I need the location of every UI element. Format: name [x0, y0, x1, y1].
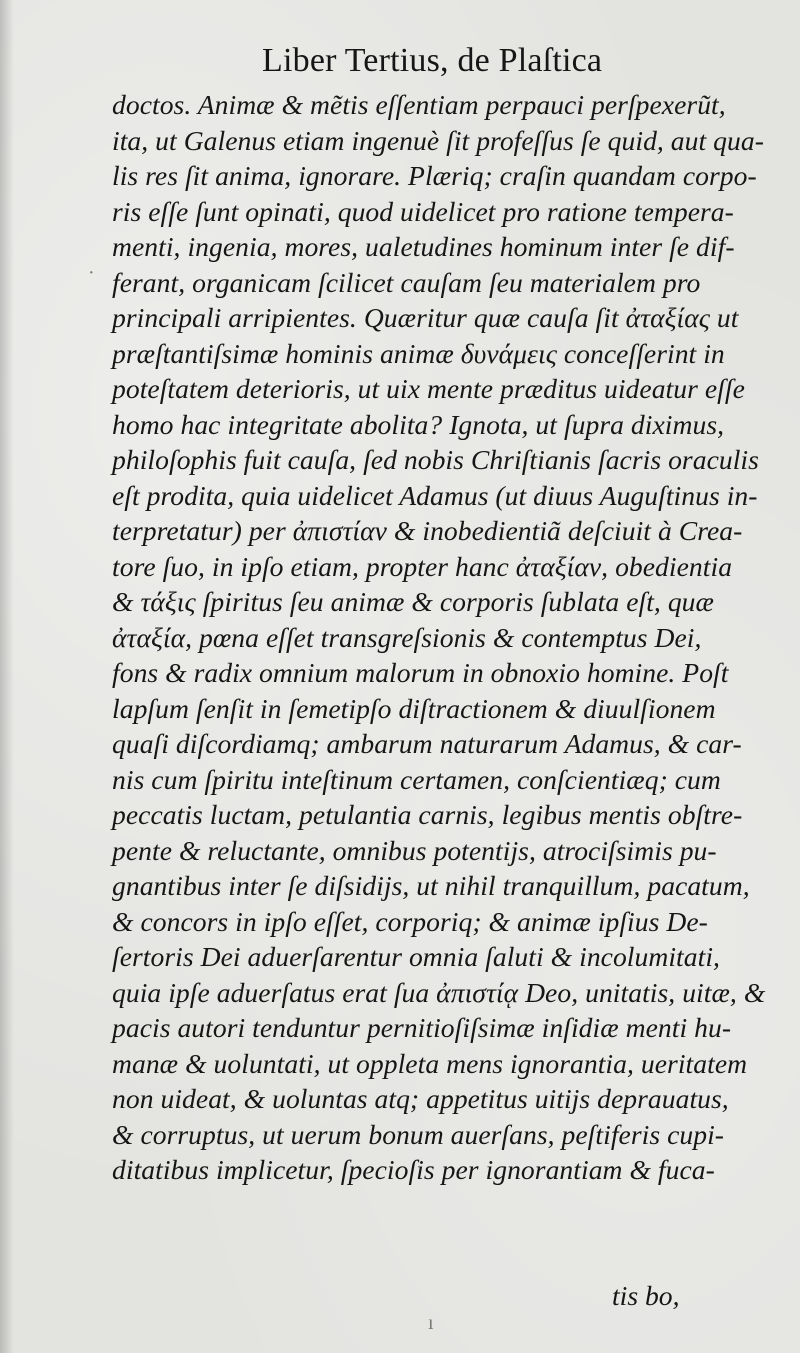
- running-head: Liber Tertius, de Plaſtica: [262, 42, 603, 79]
- text-line: quaſi diſcordiamq; ambarum naturarum Adamus, & car-: [112, 728, 742, 759]
- text-line: ditatibus implicetur, ſpecioſis per ignorantiam & fuca-: [112, 1154, 715, 1185]
- text-line: doctos. Animæ & mẽtis eſſentiam perpauci perſpexerũt,: [112, 89, 726, 120]
- text-line: manæ & uoluntati, ut oppleta mens ignorantia, ueritatem: [112, 1047, 748, 1079]
- text-line: fons & radix omnium malorum in obnoxio homine. Poſt: [112, 657, 729, 688]
- text-line: homo hac integritate abolita? Ignota, ut ſupra diximus,: [112, 408, 725, 440]
- text-line: lapſum ſenſit in ſemetipſo diſtractionem & diuulſionem: [112, 692, 716, 724]
- margin-speck: ·: [88, 262, 95, 284]
- bottom-mark: ı: [428, 1312, 434, 1334]
- text-line: ita, ut Galenus etiam ingenuè ſit profeſſus ſe quid, aut qua-: [112, 124, 764, 156]
- body-text: [112, 87, 772, 1188]
- text-line: & concors in ipſo eſſet, corporiq; & animæ ipſius De-: [112, 905, 708, 937]
- text-line: principali arripientes. Quæritur quæ cauſa ſit ἀταξίας ut: [112, 302, 739, 333]
- text-line: ris eſſe ſunt opinati, quod uidelicet pro ratione tempera-: [112, 195, 734, 227]
- text-line: tore ſuo, in ipſo etiam, propter hanc ἀταξίαν, obedientia: [112, 550, 733, 582]
- text-line: menti, ingenia, mores, ualetudines hominum inter ſe dif-: [112, 231, 735, 262]
- text-line: ferant, organicam ſcilicet cauſam ſeu materialem pro: [112, 266, 701, 298]
- text-line: pente & reluctante, omnibus potentijs, atrociſsimis pu-: [112, 834, 717, 866]
- text-line: terpretatur) per ἀπιστίαν & inobedientiã deſciuit à Crea-: [112, 515, 743, 546]
- text-line: lis res ſit anima, ignorare. Plæriq; craſin quandam corpo-: [112, 160, 757, 191]
- text-line: præſtantiſsimæ hominis animæ δυνάμεις conceſſerint in: [112, 337, 725, 369]
- text-line: quia ipſe aduerſatus erat ſua ἀπιστίᾳ Deo, unitatis, uitæ, &: [112, 976, 766, 1008]
- text-line: ἀταξία, pœna eſſet transgreſsionis & contemptus Dei,: [112, 621, 702, 653]
- text-line: pacis autori tenduntur pernitioſiſsimæ inſidiæ menti hu-: [112, 1012, 732, 1043]
- text-line: eſt prodita, quia uidelicet Adamus (ut diuus Auguſtinus in-: [112, 479, 758, 511]
- text-line: poteſtatem deterioris, ut uix mente præditus uideatur eſſe: [112, 373, 745, 404]
- text-line: ſertoris Dei aduerſarentur omnia ſaluti & incolumitati,: [112, 941, 721, 972]
- text-line: philoſophis fuit cauſa, ſed nobis Chriſtianis ſacris oraculis: [112, 444, 759, 475]
- text-line: & corruptus, ut uerum bonum auerſans, peſtiferis cupi-: [112, 1118, 725, 1150]
- catchword: tis bo,: [612, 1280, 680, 1311]
- text-line: & τάξις ſpiritus ſeu animæ & corporis ſublata eſt, quæ: [112, 586, 714, 617]
- text-line: non uideat, & uoluntas atq; appetitus uitijs deprauatus,: [112, 1083, 729, 1114]
- text-line: nis cum ſpiritu inteſtinum certamen, conſcientiæq; cum: [112, 763, 721, 795]
- gutter-shadow: [0, 0, 14, 1353]
- text-line: gnantibus inter ſe diſsidijs, ut nihil tranquillum, pacatum,: [112, 870, 750, 901]
- text-line: peccatis luctam, petulantia carnis, legibus mentis obſtre-: [112, 799, 743, 830]
